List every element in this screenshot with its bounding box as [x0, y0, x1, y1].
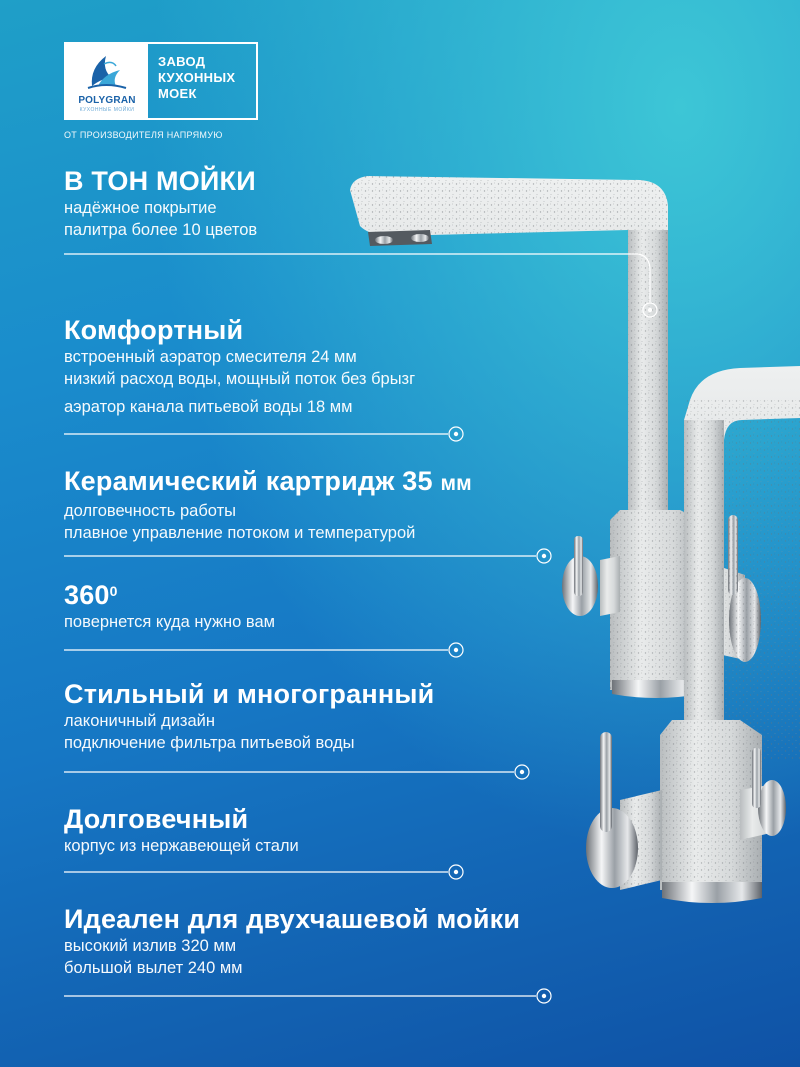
feature-color-match: [64, 165, 257, 241]
logo-line-2: КУХОННЫХ: [158, 70, 236, 85]
logo-line-1: ЗАВОД: [158, 54, 206, 69]
leader-line-1: [64, 254, 650, 302]
logo-emblem-box: [66, 44, 148, 118]
feature-line: долговечность работы: [64, 502, 237, 520]
feature-title: $360^0$: [64, 580, 118, 610]
feature-stylish: [64, 678, 434, 754]
company-logo[interactable]: [64, 42, 258, 120]
feature-title: Долговечный: [64, 804, 249, 834]
feature-360: [64, 579, 275, 633]
feature-line: большой вылет 240 мм: [64, 959, 243, 977]
feature-line: низкий расход воды, мощный поток без брызг: [64, 370, 416, 388]
logo-company-name: [158, 54, 235, 102]
feature-line: аэратор канала питьевой воды 18 мм: [64, 398, 353, 416]
feature-ceramic-cartridge: [64, 465, 472, 544]
feature-title: Керамический картридж 35 мм: [64, 466, 472, 496]
feature-title-unit: мм: [440, 472, 472, 495]
feature-double-sink: [64, 903, 520, 979]
tagline: ОТ ПРОИЗВОДИТЕЛЯ НАПРЯМУЮ: [64, 130, 223, 140]
logo-subtitle: КУХОННЫЕ МОЙКИ: [79, 107, 135, 113]
feature-line: плавное управление потоком и температурой: [64, 524, 416, 542]
feature-line: корпус из нержавеющей стали: [64, 837, 299, 855]
feature-title: В ТОН МОЙКИ: [64, 166, 256, 196]
feature-durable: [64, 803, 299, 857]
logo-line-3: МОЕК: [158, 86, 197, 101]
feature-line: высокий излив 320 мм: [64, 937, 237, 955]
feature-title: Комфортный: [64, 315, 244, 345]
degree-mark: 0: [109, 583, 118, 599]
feature-line: лаконичный дизайн: [64, 712, 215, 730]
feature-comfort: [64, 314, 415, 418]
feature-line: встроенный аэратор смесителя 24 мм: [64, 348, 357, 366]
feature-title: Стильный и многогранный: [64, 679, 435, 709]
feature-title: Идеален для двухчашевой мойки: [64, 904, 521, 934]
feature-line: палитра более 10 цветов: [64, 221, 258, 239]
logo-brand: POLYGRAN: [78, 95, 136, 106]
feature-line: повернется куда нужно вам: [64, 613, 275, 631]
feature-line: надёжное покрытие: [64, 199, 217, 217]
polygran-wave-icon: [82, 48, 130, 94]
feature-line: подключение фильтра питьевой воды: [64, 734, 355, 752]
